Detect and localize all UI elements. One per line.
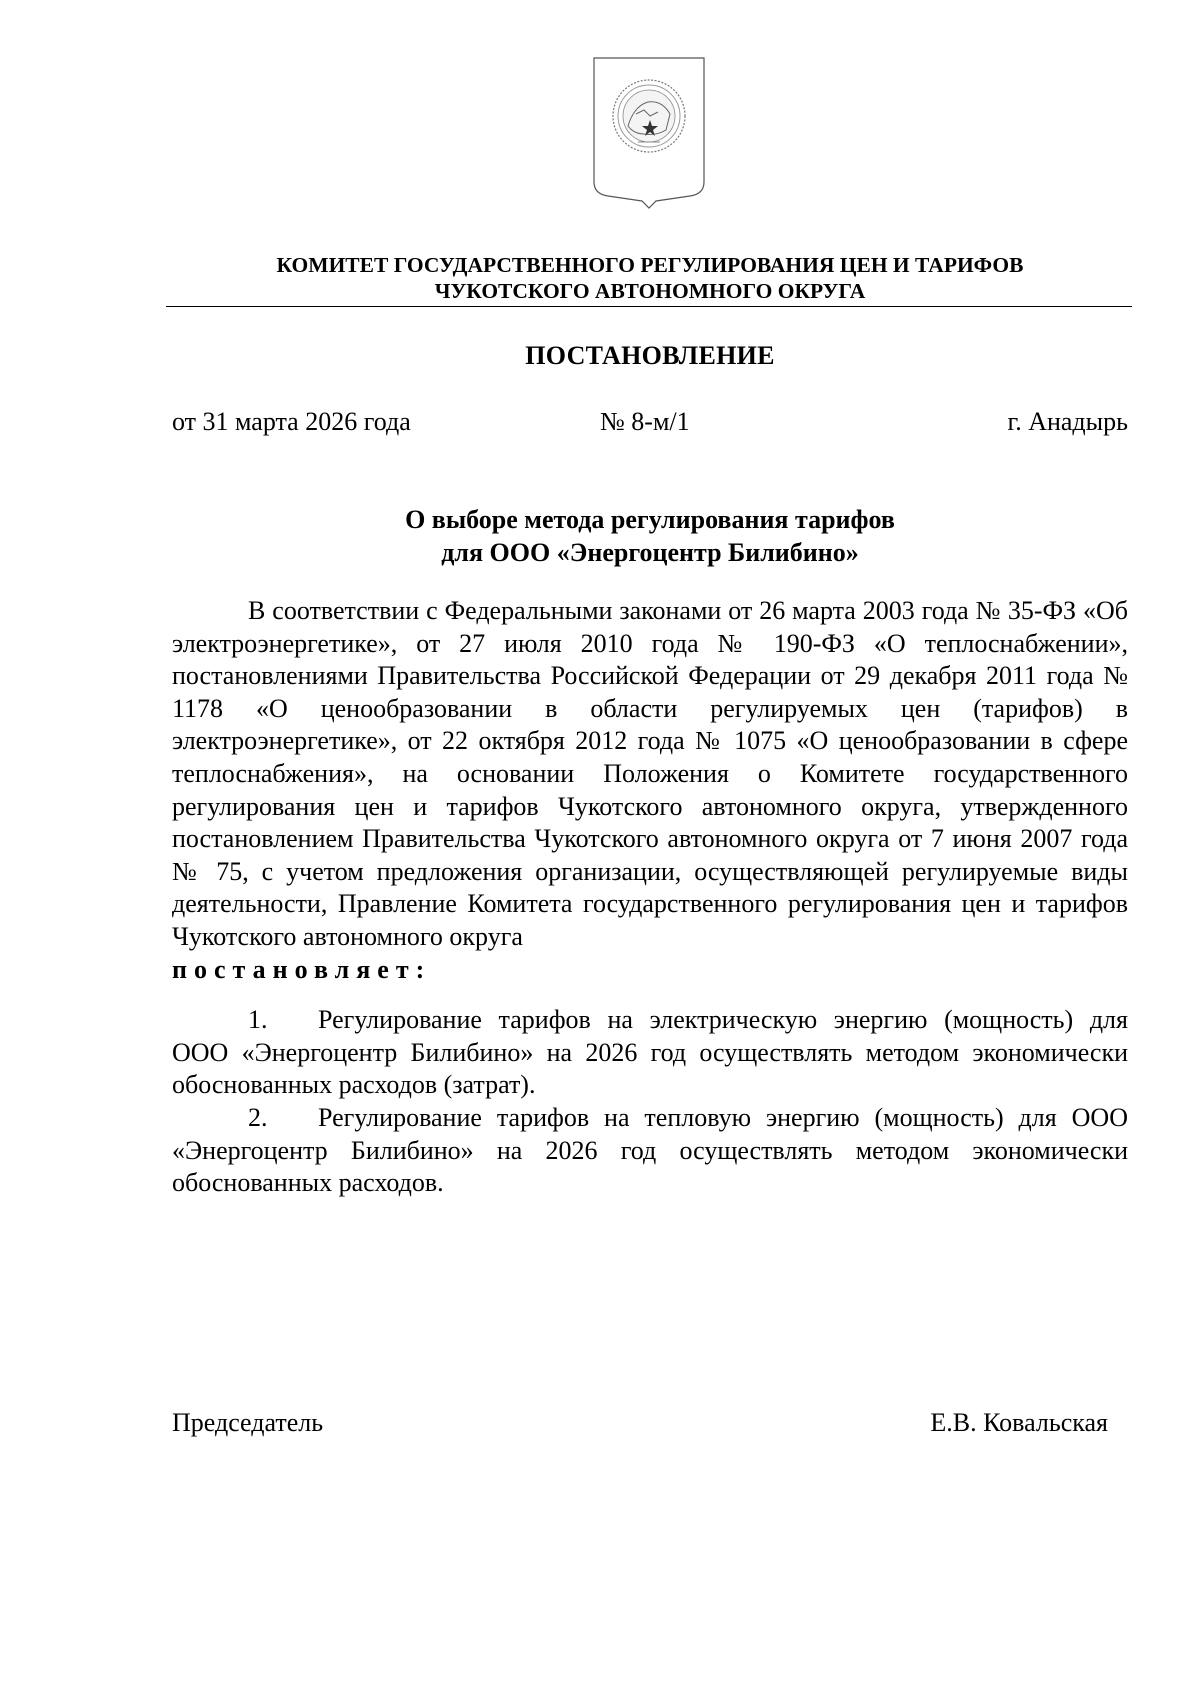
resolves-heading: постановляет:	[172, 954, 432, 984]
item-number: 1.	[248, 1005, 268, 1035]
document-date: от 31 марта 2026 года	[172, 407, 411, 436]
signatory-name: Е.В. Ковальская	[930, 1408, 1108, 1437]
spacer	[172, 986, 1128, 1004]
document-city: г. Анадырь	[1007, 407, 1128, 436]
signatory-title: Председатель	[172, 1408, 324, 1437]
document-number: № 8-м/1	[600, 407, 690, 436]
coat-of-arms-icon	[590, 54, 708, 209]
item-number: 2.	[248, 1102, 268, 1132]
resolution-item	[172, 1102, 1128, 1200]
subject-line-1: О выборе метода регулирования тарифов	[405, 505, 895, 534]
resolution-item	[172, 1004, 1128, 1102]
header-divider	[166, 306, 1132, 307]
document-body	[172, 595, 1128, 1200]
document-type-title: ПОСТАНОВЛЕНИЕ	[525, 341, 775, 370]
item-text: Регулирование тарифов на электрическую энергию (мощность) для ООО «Энергоцентр Билибино» на 2026 год осуществлять методом экономически обоснованных расходов (затрат).	[172, 1005, 1128, 1100]
org-name-line-2: ЧУКОТСКОГО АВТОНОМНОГО ОКРУГА	[434, 279, 866, 303]
item-text: Регулирование тарифов на тепловую энергию (мощность) для ООО «Энергоцентр Билибино» на 2026 год осуществлять методом экономически обоснованных расходов.	[172, 1102, 1128, 1198]
subject-line-2: для ООО «Энергоцентр Билибино»	[441, 538, 859, 567]
org-name-line-1: КОМИТЕТ ГОСУДАРСТВЕННОГО РЕГУЛИРОВАНИЯ ЦЕН И ТАРИФОВ	[276, 253, 1024, 277]
preamble-paragraph: В соответствии с Федеральными законами от 26 марта 2003 года № 35-ФЗ «Об электроэнергетике», от 27 июля 2010 года № 190-ФЗ «О теплоснабжении», постановлениями Правительства Российской Федерации от 29 декабря 2011 года № 1178 «О ценообразовании в области регулируемых цен (тарифов) в электроэнергетике», от 22 октября 2012 года № 1075 «О ценообразовании в сфере теплоснабжения», на основании Положения о Комитете государственного регулирования цен и тарифов Чукотского автономного округа, утвержденного постановлением Правительства Чукотского автономного округа от 7 июня 2007 года № 75, с учетом предложения организации, осуществляющей регулируемые виды деятельности, Правление Комитета государственного регулирования цен и тарифов Чукотского автономного округа	[172, 596, 1128, 951]
